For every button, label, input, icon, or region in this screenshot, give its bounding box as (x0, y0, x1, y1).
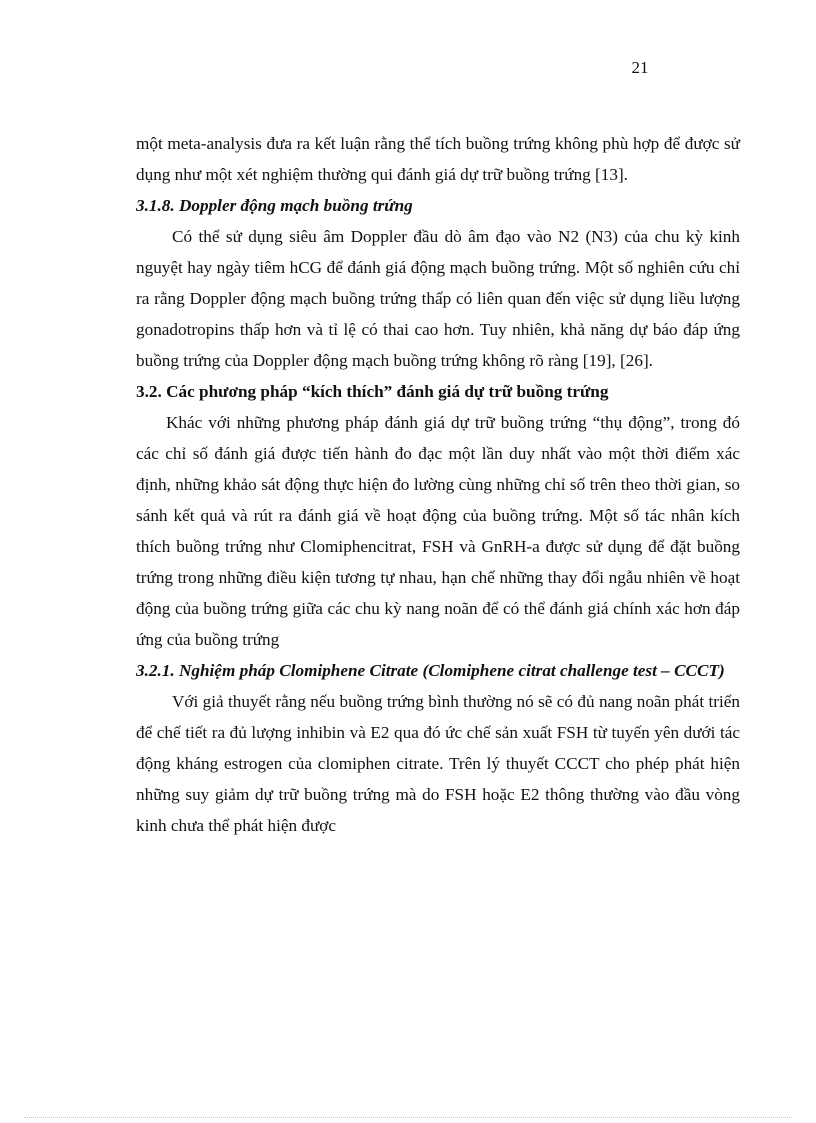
document-body (136, 128, 740, 841)
paragraph-stimulation-methods: Khác với những phương pháp đánh giá dự trữ buồng trứng “thụ động”, trong đó các chỉ số đánh giá được tiến hành đo đạc một lần duy nhất vào một thời điểm xác định, những khảo sát động thực hiện đo lường cùng những chỉ số trên theo thời gian, so sánh kết quả và rút ra đánh giá về hoạt động của buồng trứng. Một số tác nhân kích thích buồng trứng như Clomiphencitrat, FSH và GnRH-a được sử dụng để đặt buồng trứng trong những điều kiện tương tự nhau, hạn chế những thay đổi ngẫu nhiên về hoạt động của buồng trứng giữa các chu kỳ nang noãn để có thể đánh giá chính xác hơn đáp ứng của buồng trứng (136, 413, 740, 649)
page-number: 21 (631, 58, 649, 77)
paragraph-doppler: Có thể sử dụng siêu âm Doppler đầu dò âm đạo vào N2 (N3) của chu kỳ kinh nguyệt hay ngày tiêm hCG để đánh giá động mạch buồng trứng. Một số nghiên cứu chỉ ra rằng Doppler động mạch buồng trứng thấp có liên quan đến việc sử dụng liều lượng gonadotropins thấp hơn và tỉ lệ có thai cao hơn. Tuy nhiên, khả năng dự báo đáp ứng buồng trứng của Doppler động mạch buồng trứng không rõ ràng [19], [26]. (136, 227, 740, 370)
heading-3-1-8: 3.1.8. Doppler động mạch buồng trứng (136, 196, 413, 215)
heading-3-2-1: 3.2.1. Nghiệm pháp Clomiphene Citrate (Clomiphene citrat challenge test – CCCT) (136, 661, 725, 680)
paragraph-ccct: Với giả thuyết rằng nếu buồng trứng bình thường nó sẽ có đủ nang noãn phát triển để chế tiết ra đủ lượng inhibin và E2 qua đó ức chế sản xuất FSH từ tuyến yên dưới tác động kháng estrogen của clomiphen citrate. Trên lý thuyết CCCT cho phép phát hiện những suy giảm dự trữ buồng trứng mà do FSH hoặc E2 thông thường vào đầu vòng kinh chưa thể phát hiện được (136, 692, 740, 835)
page-bottom-divider (24, 1117, 792, 1118)
paragraph-intro: một meta-analysis đưa ra kết luận rằng thể tích buồng trứng không phù hợp để được sử dụng như một xét nghiệm thường qui đánh giá dự trữ buồng trứng [13]. (136, 134, 740, 184)
heading-3-2: 3.2. Các phương pháp “kích thích” đánh giá dự trữ buồng trứng (136, 382, 609, 401)
